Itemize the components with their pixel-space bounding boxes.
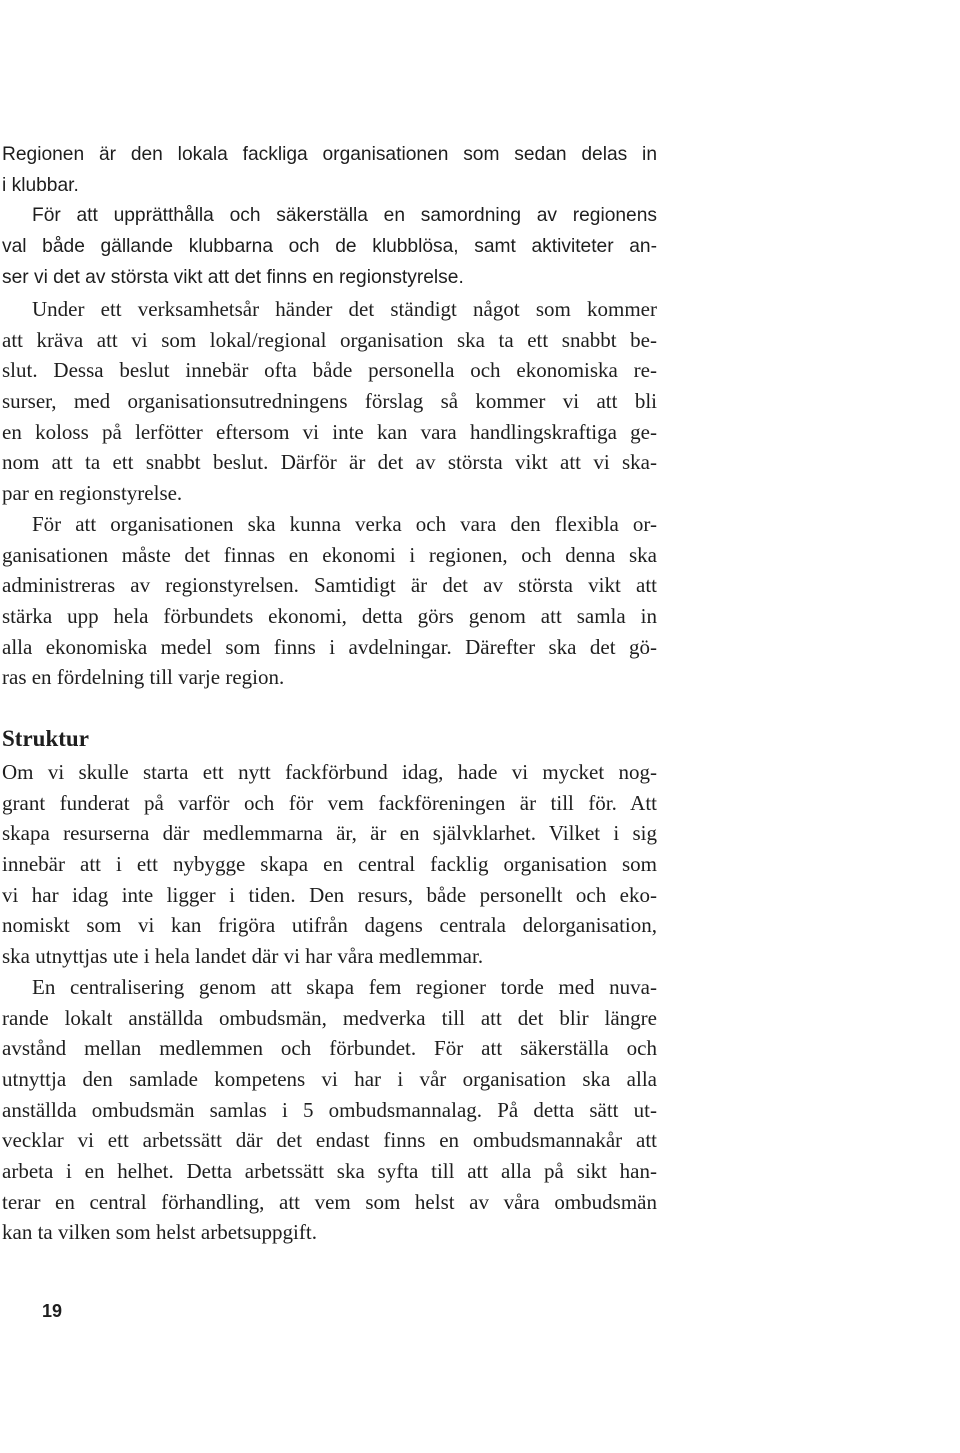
intro-paragraphs [2,140,657,293]
text-line: vecklar vi ett arbetssätt där det endast finns en ombudsmannakår att [2,1128,657,1153]
text-line: vi har idag inte ligger i tiden. Den resurs, både personellt och eko- [2,882,657,907]
text-line: slut. Dessa beslut innebär ofta både personella och ekonomiska re- [2,358,657,383]
text-line: en koloss på lerfötter eftersom vi inte kan vara handlingskraftiga ge- [2,419,657,444]
text-line: Om vi skulle starta ett nytt fackförbund idag, hade vi mycket nog- [2,760,657,784]
text-line: att kräva att vi som lokal/regional organisation ska ta ett snabbt be- [2,327,657,352]
struktur-paragraphs [2,757,657,1248]
text-line: surser, med organisationsutredningens förslag så kommer vi att bli [2,389,657,414]
text-line: grant funderat på varför och för vem fackföreningen är till för. Att [2,790,657,815]
body-paragraphs [2,294,657,693]
text-line: För att organisationen ska kunna verka och vara den flexibla or- [32,511,657,536]
text-line: administreras av regionstyrelsen. Samtidigt är det av största vikt att [2,573,657,598]
text-line: innebär att i ett nybygge skapa en central facklig organisation som [2,852,657,877]
text-line: terar en central förhandling, att vem som helst av våra ombudsmän [2,1189,657,1214]
text-line: ser vi det av största vikt att det finns en regionstyrelse. [2,266,464,288]
text-line: alla ekonomiska medel som finns i avdelningar. Därefter ska det gö- [2,634,657,659]
text-line: val både gällande klubbarna och de klubblösa, samt aktiviteter an- [2,236,657,258]
text-line: nomiskt som vi kan frigöra utifrån dagens centrala delorganisation, [2,913,657,938]
text-line: par en regionstyrelse. [2,481,183,506]
text-line: anställda ombudsmän samlas i 5 ombudsmannalag. På detta sätt ut- [2,1097,657,1122]
text-line: kan ta vilken som helst arbetsuppgift. [2,1220,317,1245]
text-line: Under ett verksamhetsår händer det ständigt något som kommer [32,297,657,321]
text-line: ras en fördelning till varje region. [2,665,285,690]
text-line: En centralisering genom att skapa fem regioner torde med nuva- [32,974,657,999]
text-line: stärka upp hela förbundets ekonomi, detta görs genom att samla in [2,603,657,628]
text-line: ganisationen måste det finnas en ekonomi i regionen, och denna ska [2,542,657,567]
text-line: arbeta i en helhet. Detta arbetssätt ska syfta till att alla på sikt han- [2,1158,657,1183]
text-line: skapa resurserna där medlemmarna är, är en självklarhet. Vilket i sig [2,821,657,846]
section-heading: Struktur [2,726,89,751]
text-line: Regionen är den lokala fackliga organisationen som sedan delas in [2,144,657,165]
text-line: nom att ta ett snabbt beslut. Därför är det av största vikt att vi ska- [2,450,657,475]
text-line: För att upprätthålla och säkerställa en samordning av regionens [32,205,657,227]
page-number: 19 [42,1301,63,1321]
text-line: avstånd mellan medlemmen och förbundet. För att säkerställa och [2,1036,657,1061]
text-line: utnyttja den samlade kompetens vi har i vår organisation ska alla [2,1066,657,1091]
text-line: ska utnyttjas ute i hela landet där vi har våra medlemmar. [2,944,484,969]
text-line: rande lokalt anställda ombudsmän, medverka till att det blir längre [2,1005,657,1030]
text-line: i klubbar. [2,174,79,196]
